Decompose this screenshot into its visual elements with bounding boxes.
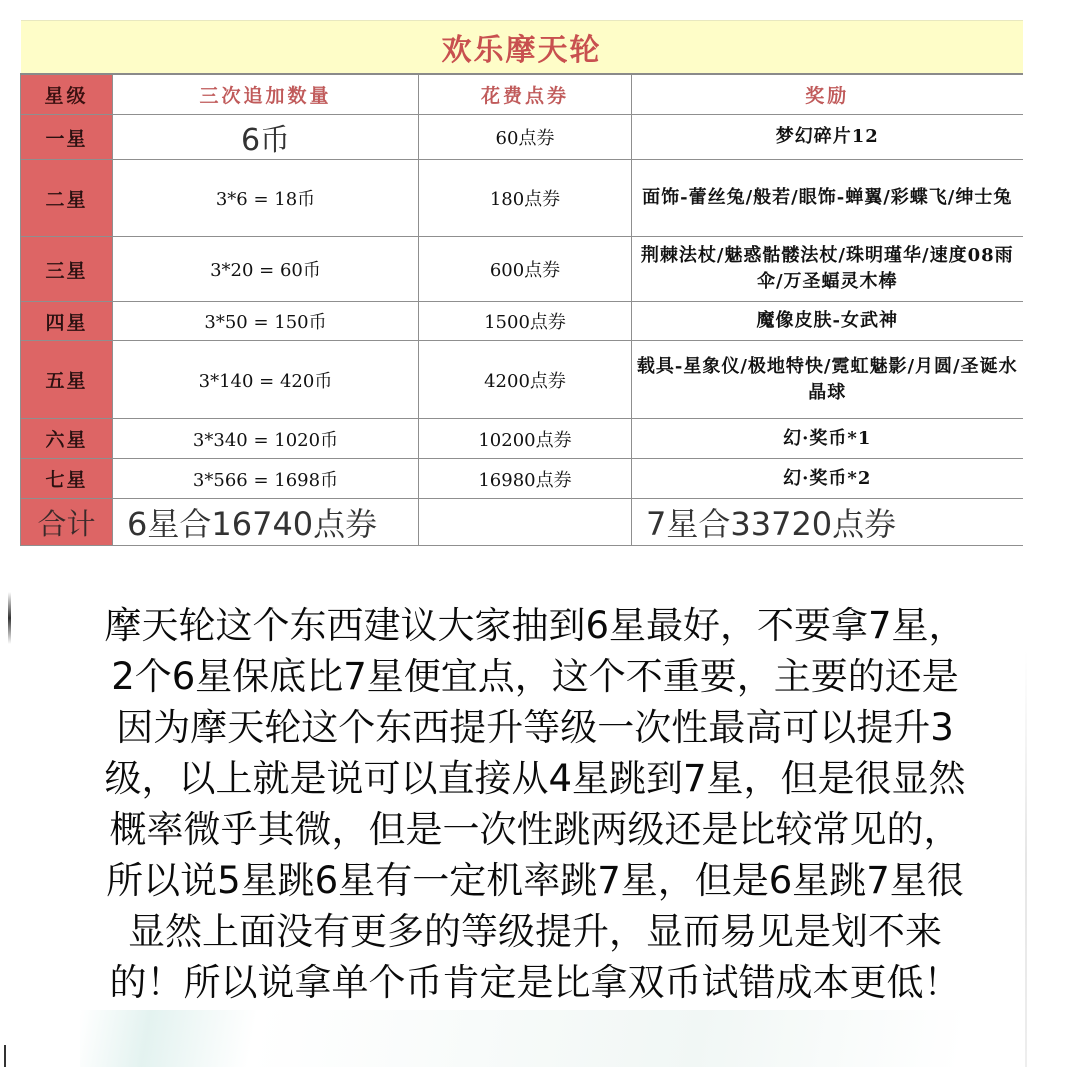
cost-cell: 16980点券: [419, 459, 632, 499]
note-line: 级，以上就是说可以直接从4星跳到7星，但是很显然: [104, 757, 966, 800]
seven-star-total: 7星合33720点券: [632, 499, 1023, 546]
header-coin-amount: 三次追加数量: [113, 74, 419, 115]
table-row: [21, 115, 1023, 160]
note-line: 显然上面没有更多的等级提升，显而易见是划不来: [128, 910, 942, 953]
table-title: 欢乐摩天轮: [21, 21, 1023, 75]
table-row: [21, 419, 1023, 459]
header-star-level: 星级: [21, 74, 113, 115]
ferris-wheel-table-container: [20, 20, 1022, 546]
empty-total-cell: [419, 499, 632, 546]
coin-amount-cell: 3*50 = 150币: [113, 302, 419, 341]
reward-cell: 幻·奖币*2: [632, 459, 1023, 499]
table-row: [21, 160, 1023, 237]
note-line: 摩天轮这个东西建议大家抽到6星最好，不要拿7星，: [104, 604, 966, 647]
cost-cell: 600点券: [419, 237, 632, 302]
total-label: 合计: [21, 499, 113, 546]
cost-cell: 60点券: [419, 115, 632, 160]
faded-background-decoration: [80, 1010, 960, 1067]
note-line: 的！所以说拿单个币肯定是比拿双币试错成本更低！: [109, 961, 961, 1004]
coin-amount-cell: 3*566 = 1698币: [113, 459, 419, 499]
reward-cell: 载具-星象仪/极地特快/霓虹魅影/月圆/圣诞水晶球: [632, 341, 1023, 419]
coin-amount-cell: 3*20 = 60币: [113, 237, 419, 302]
cost-cell: 10200点券: [419, 419, 632, 459]
table-total-row: [21, 499, 1023, 546]
table-header-row: [21, 74, 1023, 115]
table-row: [21, 341, 1023, 419]
note-line: 因为摩天轮这个东西提升等级一次性最高可以提升3: [116, 706, 954, 749]
star-level-cell: 一星: [21, 115, 113, 160]
table-title-row: [21, 21, 1023, 75]
header-reward: 奖励: [632, 74, 1023, 115]
coin-amount-cell: 3*6 = 18币: [113, 160, 419, 237]
table-row: [21, 459, 1023, 499]
ferris-wheel-reward-table: [20, 20, 1023, 546]
star-level-cell: 二星: [21, 160, 113, 237]
cost-cell: 180点券: [419, 160, 632, 237]
star-level-cell: 七星: [21, 459, 113, 499]
note-line: 概率微乎其微，但是一次性跳两级还是比较常见的，: [109, 808, 961, 851]
reward-cell: 面饰-蕾丝兔/般若/眼饰-蝉翼/彩蝶飞/绅士兔: [632, 160, 1023, 237]
table-row: [21, 302, 1023, 341]
reward-cell: 幻·奖币*1: [632, 419, 1023, 459]
reward-cell: 梦幻碎片12: [632, 115, 1023, 160]
decorative-edge-mark-bottom: [4, 1045, 6, 1067]
cost-cell: 4200点券: [419, 341, 632, 419]
decorative-edge-mark: [8, 592, 11, 644]
star-level-cell: 三星: [21, 237, 113, 302]
coin-amount-cell: 6币: [113, 115, 419, 160]
header-cost: 花费点券: [419, 74, 632, 115]
star-level-cell: 五星: [21, 341, 113, 419]
note-line: 2个6星保底比7星便宜点，这个不重要，主要的还是: [111, 655, 959, 698]
cost-cell: 1500点券: [419, 302, 632, 341]
six-star-total: 6星合16740点券: [113, 499, 419, 546]
star-level-cell: 六星: [21, 419, 113, 459]
reward-cell: 魔像皮肤-女武神: [632, 302, 1023, 341]
note-line: 所以说5星跳6星有一定机率跳7星，但是6星跳7星很: [106, 859, 964, 902]
coin-amount-cell: 3*340 = 1020币: [113, 419, 419, 459]
star-level-cell: 四星: [21, 302, 113, 341]
advice-note: [30, 600, 1040, 1008]
reward-cell: 荆棘法杖/魅惑骷髅法杖/珠明瑾华/速度08雨伞/万圣蝠灵木棒: [632, 237, 1023, 302]
coin-amount-cell: 3*140 = 420币: [113, 341, 419, 419]
table-row: [21, 237, 1023, 302]
